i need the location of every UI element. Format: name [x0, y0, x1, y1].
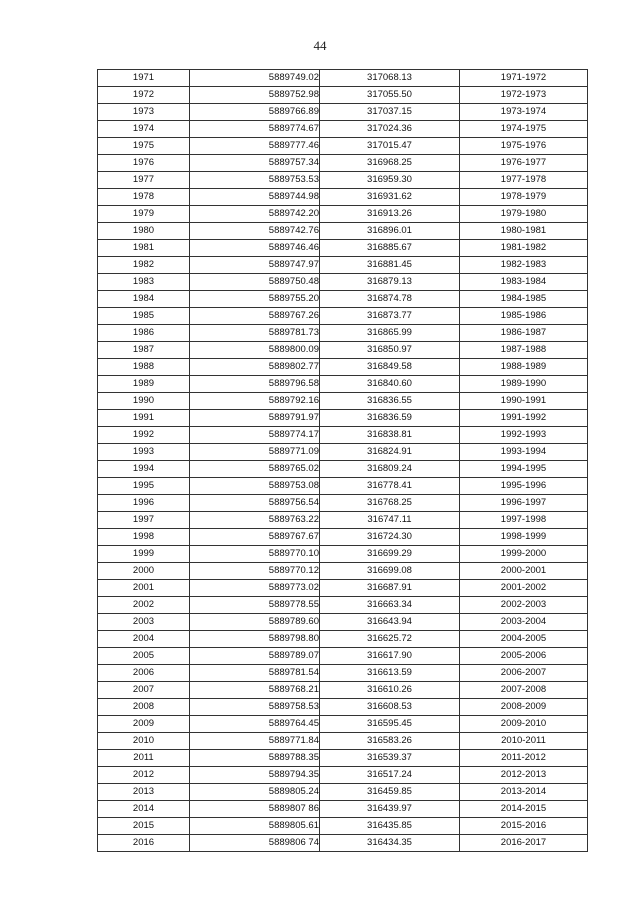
year-range-cell: 2014-2015: [460, 801, 588, 818]
year-cell: 2007: [98, 682, 190, 699]
table-row: [98, 274, 588, 291]
x-coordinate-cell: 5889789.60: [190, 614, 320, 631]
year-range-cell: 2011-2012: [460, 750, 588, 767]
x-coordinate-cell: 5889767.67: [190, 529, 320, 546]
year-range-cell: 1996-1997: [460, 495, 588, 512]
year-range-cell: 2007-2008: [460, 682, 588, 699]
year-range-cell: 2015-2016: [460, 818, 588, 835]
y-coordinate-cell: 316768.25: [320, 495, 460, 512]
year-cell: 1983: [98, 274, 190, 291]
table-row: [98, 444, 588, 461]
year-range-cell: 1972-1973: [460, 87, 588, 104]
year-range-cell: 1989-1990: [460, 376, 588, 393]
table-row: [98, 682, 588, 699]
y-coordinate-cell: 316517.24: [320, 767, 460, 784]
year-cell: 2012: [98, 767, 190, 784]
year-cell: 1974: [98, 121, 190, 138]
table-row: [98, 512, 588, 529]
year-range-cell: 1991-1992: [460, 410, 588, 427]
year-cell: 1993: [98, 444, 190, 461]
year-cell: 2000: [98, 563, 190, 580]
table-body: [98, 70, 588, 852]
year-range-cell: 1986-1987: [460, 325, 588, 342]
x-coordinate-cell: 5889752.98: [190, 87, 320, 104]
table-row: [98, 359, 588, 376]
x-coordinate-cell: 5889788.35: [190, 750, 320, 767]
y-coordinate-cell: 316849.58: [320, 359, 460, 376]
year-cell: 1982: [98, 257, 190, 274]
x-coordinate-cell: 5889771.84: [190, 733, 320, 750]
year-cell: 2001: [98, 580, 190, 597]
x-coordinate-cell: 5889750.48: [190, 274, 320, 291]
year-cell: 2010: [98, 733, 190, 750]
table-row: [98, 801, 588, 818]
year-cell: 2003: [98, 614, 190, 631]
y-coordinate-cell: 316699.29: [320, 546, 460, 563]
y-coordinate-cell: 316913.26: [320, 206, 460, 223]
x-coordinate-cell: 5889746.46: [190, 240, 320, 257]
year-range-cell: 1971-1972: [460, 70, 588, 87]
y-coordinate-cell: 316617.90: [320, 648, 460, 665]
table-row: [98, 835, 588, 852]
y-coordinate-cell: 316778.41: [320, 478, 460, 495]
table-row: [98, 138, 588, 155]
x-coordinate-cell: 5889791.97: [190, 410, 320, 427]
y-coordinate-cell: 316874.78: [320, 291, 460, 308]
y-coordinate-cell: 316838.81: [320, 427, 460, 444]
x-coordinate-cell: 5889802.77: [190, 359, 320, 376]
x-coordinate-cell: 5889792.16: [190, 393, 320, 410]
y-coordinate-cell: 316699.08: [320, 563, 460, 580]
x-coordinate-cell: 5889796.58: [190, 376, 320, 393]
year-range-cell: 2016-2017: [460, 835, 588, 852]
table-row: [98, 206, 588, 223]
year-cell: 1972: [98, 87, 190, 104]
year-cell: 2014: [98, 801, 190, 818]
year-cell: 1998: [98, 529, 190, 546]
x-coordinate-cell: 5889768.21: [190, 682, 320, 699]
y-coordinate-cell: 316881.45: [320, 257, 460, 274]
x-coordinate-cell: 5889805.61: [190, 818, 320, 835]
y-coordinate-cell: 316539.37: [320, 750, 460, 767]
year-cell: 1994: [98, 461, 190, 478]
y-coordinate-cell: 316885.67: [320, 240, 460, 257]
year-cell: 1990: [98, 393, 190, 410]
year-cell: 1992: [98, 427, 190, 444]
y-coordinate-cell: 316434.35: [320, 835, 460, 852]
x-coordinate-cell: 5889773.02: [190, 580, 320, 597]
year-range-cell: 2000-2001: [460, 563, 588, 580]
year-cell: 1979: [98, 206, 190, 223]
year-cell: 1984: [98, 291, 190, 308]
table-row: [98, 648, 588, 665]
y-coordinate-cell: 316836.59: [320, 410, 460, 427]
table-row: [98, 614, 588, 631]
year-range-cell: 1984-1985: [460, 291, 588, 308]
y-coordinate-cell: 316610.26: [320, 682, 460, 699]
table-row: [98, 342, 588, 359]
year-range-cell: 1983-1984: [460, 274, 588, 291]
year-range-cell: 1990-1991: [460, 393, 588, 410]
table-row: [98, 597, 588, 614]
x-coordinate-cell: 5889800.09: [190, 342, 320, 359]
y-coordinate-cell: 316724.30: [320, 529, 460, 546]
y-coordinate-cell: 316931.62: [320, 189, 460, 206]
x-coordinate-cell: 5889742.20: [190, 206, 320, 223]
year-range-cell: 1982-1983: [460, 257, 588, 274]
year-range-cell: 1978-1979: [460, 189, 588, 206]
year-cell: 1977: [98, 172, 190, 189]
year-range-cell: 2013-2014: [460, 784, 588, 801]
year-range-cell: 1995-1996: [460, 478, 588, 495]
table-row: [98, 716, 588, 733]
year-range-cell: 1981-1982: [460, 240, 588, 257]
year-range-cell: 2010-2011: [460, 733, 588, 750]
table-row: [98, 699, 588, 716]
table-row: [98, 393, 588, 410]
year-range-cell: 1980-1981: [460, 223, 588, 240]
x-coordinate-cell: 5889805.24: [190, 784, 320, 801]
table-row: [98, 546, 588, 563]
year-cell: 2008: [98, 699, 190, 716]
y-coordinate-cell: 316824.91: [320, 444, 460, 461]
table-row: [98, 818, 588, 835]
x-coordinate-cell: 5889781.73: [190, 325, 320, 342]
year-cell: 1985: [98, 308, 190, 325]
year-range-cell: 2005-2006: [460, 648, 588, 665]
y-coordinate-cell: 316896.01: [320, 223, 460, 240]
x-coordinate-cell: 5889742.76: [190, 223, 320, 240]
year-cell: 1986: [98, 325, 190, 342]
x-coordinate-cell: 5889807 86: [190, 801, 320, 818]
year-cell: 1996: [98, 495, 190, 512]
year-cell: 2015: [98, 818, 190, 835]
y-coordinate-cell: 316959.30: [320, 172, 460, 189]
table-row: [98, 87, 588, 104]
year-cell: 1995: [98, 478, 190, 495]
y-coordinate-cell: 316968.25: [320, 155, 460, 172]
x-coordinate-cell: 5889770.12: [190, 563, 320, 580]
year-cell: 2006: [98, 665, 190, 682]
y-coordinate-cell: 316747.11: [320, 512, 460, 529]
table-row: [98, 580, 588, 597]
year-cell: 1975: [98, 138, 190, 155]
year-range-cell: 1992-1993: [460, 427, 588, 444]
x-coordinate-cell: 5889753.53: [190, 172, 320, 189]
y-coordinate-cell: 317024.36: [320, 121, 460, 138]
y-coordinate-cell: 316840.60: [320, 376, 460, 393]
year-range-cell: 1979-1980: [460, 206, 588, 223]
year-range-cell: 1977-1978: [460, 172, 588, 189]
year-cell: 1987: [98, 342, 190, 359]
x-coordinate-cell: 5889764.45: [190, 716, 320, 733]
year-cell: 1989: [98, 376, 190, 393]
table-row: [98, 308, 588, 325]
year-range-cell: 1997-1998: [460, 512, 588, 529]
table-row: [98, 291, 588, 308]
year-range-cell: 2004-2005: [460, 631, 588, 648]
x-coordinate-cell: 5889771.09: [190, 444, 320, 461]
table-row: [98, 733, 588, 750]
x-coordinate-cell: 5889806 74: [190, 835, 320, 852]
y-coordinate-cell: 316583.26: [320, 733, 460, 750]
y-coordinate-cell: 316873.77: [320, 308, 460, 325]
x-coordinate-cell: 5889778.55: [190, 597, 320, 614]
x-coordinate-cell: 5889747.97: [190, 257, 320, 274]
table-row: [98, 767, 588, 784]
year-range-cell: 1988-1989: [460, 359, 588, 376]
y-coordinate-cell: 316613.59: [320, 665, 460, 682]
y-coordinate-cell: 316625.72: [320, 631, 460, 648]
year-cell: 2016: [98, 835, 190, 852]
year-cell: 1991: [98, 410, 190, 427]
coordinates-table: [97, 69, 588, 852]
year-cell: 2004: [98, 631, 190, 648]
y-coordinate-cell: 317055.50: [320, 87, 460, 104]
y-coordinate-cell: 317068.13: [320, 70, 460, 87]
year-range-cell: 1994-1995: [460, 461, 588, 478]
x-coordinate-cell: 5889767.26: [190, 308, 320, 325]
year-cell: 1997: [98, 512, 190, 529]
year-range-cell: 2002-2003: [460, 597, 588, 614]
table-row: [98, 70, 588, 87]
table-row: [98, 376, 588, 393]
year-cell: 1980: [98, 223, 190, 240]
table-row: [98, 240, 588, 257]
year-cell: 1976: [98, 155, 190, 172]
table-row: [98, 784, 588, 801]
year-range-cell: 1998-1999: [460, 529, 588, 546]
table-row: [98, 172, 588, 189]
year-range-cell: 2012-2013: [460, 767, 588, 784]
table-row: [98, 104, 588, 121]
table-row: [98, 325, 588, 342]
x-coordinate-cell: 5889777.46: [190, 138, 320, 155]
year-range-cell: 1974-1975: [460, 121, 588, 138]
table-row: [98, 155, 588, 172]
y-coordinate-cell: 317015.47: [320, 138, 460, 155]
year-cell: 1999: [98, 546, 190, 563]
table-row: [98, 631, 588, 648]
x-coordinate-cell: 5889794.35: [190, 767, 320, 784]
year-range-cell: 1975-1976: [460, 138, 588, 155]
x-coordinate-cell: 5889763.22: [190, 512, 320, 529]
year-cell: 2013: [98, 784, 190, 801]
year-range-cell: 1987-1988: [460, 342, 588, 359]
year-range-cell: 1976-1977: [460, 155, 588, 172]
table-row: [98, 563, 588, 580]
table-row: [98, 427, 588, 444]
year-cell: 2005: [98, 648, 190, 665]
y-coordinate-cell: 316879.13: [320, 274, 460, 291]
year-cell: 2011: [98, 750, 190, 767]
table-row: [98, 223, 588, 240]
year-cell: 1971: [98, 70, 190, 87]
x-coordinate-cell: 5889749.02: [190, 70, 320, 87]
table-row: [98, 461, 588, 478]
table-row: [98, 410, 588, 427]
x-coordinate-cell: 5889789.07: [190, 648, 320, 665]
year-range-cell: 1973-1974: [460, 104, 588, 121]
year-cell: 2002: [98, 597, 190, 614]
y-coordinate-cell: 316595.45: [320, 716, 460, 733]
x-coordinate-cell: 5889798.80: [190, 631, 320, 648]
page-number: 44: [313, 38, 327, 53]
y-coordinate-cell: 317037.15: [320, 104, 460, 121]
x-coordinate-cell: 5889753.08: [190, 478, 320, 495]
x-coordinate-cell: 5889765.02: [190, 461, 320, 478]
year-cell: 1988: [98, 359, 190, 376]
year-range-cell: 1999-2000: [460, 546, 588, 563]
year-cell: 2009: [98, 716, 190, 733]
table-row: [98, 478, 588, 495]
table-row: [98, 750, 588, 767]
year-range-cell: 2003-2004: [460, 614, 588, 631]
x-coordinate-cell: 5889766.89: [190, 104, 320, 121]
x-coordinate-cell: 5889770.10: [190, 546, 320, 563]
year-range-cell: 1993-1994: [460, 444, 588, 461]
y-coordinate-cell: 316643.94: [320, 614, 460, 631]
x-coordinate-cell: 5889758.53: [190, 699, 320, 716]
x-coordinate-cell: 5889774.17: [190, 427, 320, 444]
y-coordinate-cell: 316608.53: [320, 699, 460, 716]
y-coordinate-cell: 316809.24: [320, 461, 460, 478]
y-coordinate-cell: 316687.91: [320, 580, 460, 597]
y-coordinate-cell: 316836.55: [320, 393, 460, 410]
x-coordinate-cell: 5889781.54: [190, 665, 320, 682]
x-coordinate-cell: 5889757.34: [190, 155, 320, 172]
y-coordinate-cell: 316439.97: [320, 801, 460, 818]
table-row: [98, 665, 588, 682]
year-range-cell: 2009-2010: [460, 716, 588, 733]
table-row: [98, 121, 588, 138]
y-coordinate-cell: 316663.34: [320, 597, 460, 614]
x-coordinate-cell: 5889774.67: [190, 121, 320, 138]
y-coordinate-cell: 316850.97: [320, 342, 460, 359]
y-coordinate-cell: 316865.99: [320, 325, 460, 342]
year-cell: 1981: [98, 240, 190, 257]
year-range-cell: 1985-1986: [460, 308, 588, 325]
x-coordinate-cell: 5889756.54: [190, 495, 320, 512]
x-coordinate-cell: 5889755.20: [190, 291, 320, 308]
year-cell: 1978: [98, 189, 190, 206]
table-row: [98, 189, 588, 206]
table-row: [98, 257, 588, 274]
table-row: [98, 495, 588, 512]
year-range-cell: 2008-2009: [460, 699, 588, 716]
table-row: [98, 529, 588, 546]
year-range-cell: 2001-2002: [460, 580, 588, 597]
y-coordinate-cell: 316459.85: [320, 784, 460, 801]
year-cell: 1973: [98, 104, 190, 121]
year-range-cell: 2006-2007: [460, 665, 588, 682]
x-coordinate-cell: 5889744.98: [190, 189, 320, 206]
y-coordinate-cell: 316435.85: [320, 818, 460, 835]
